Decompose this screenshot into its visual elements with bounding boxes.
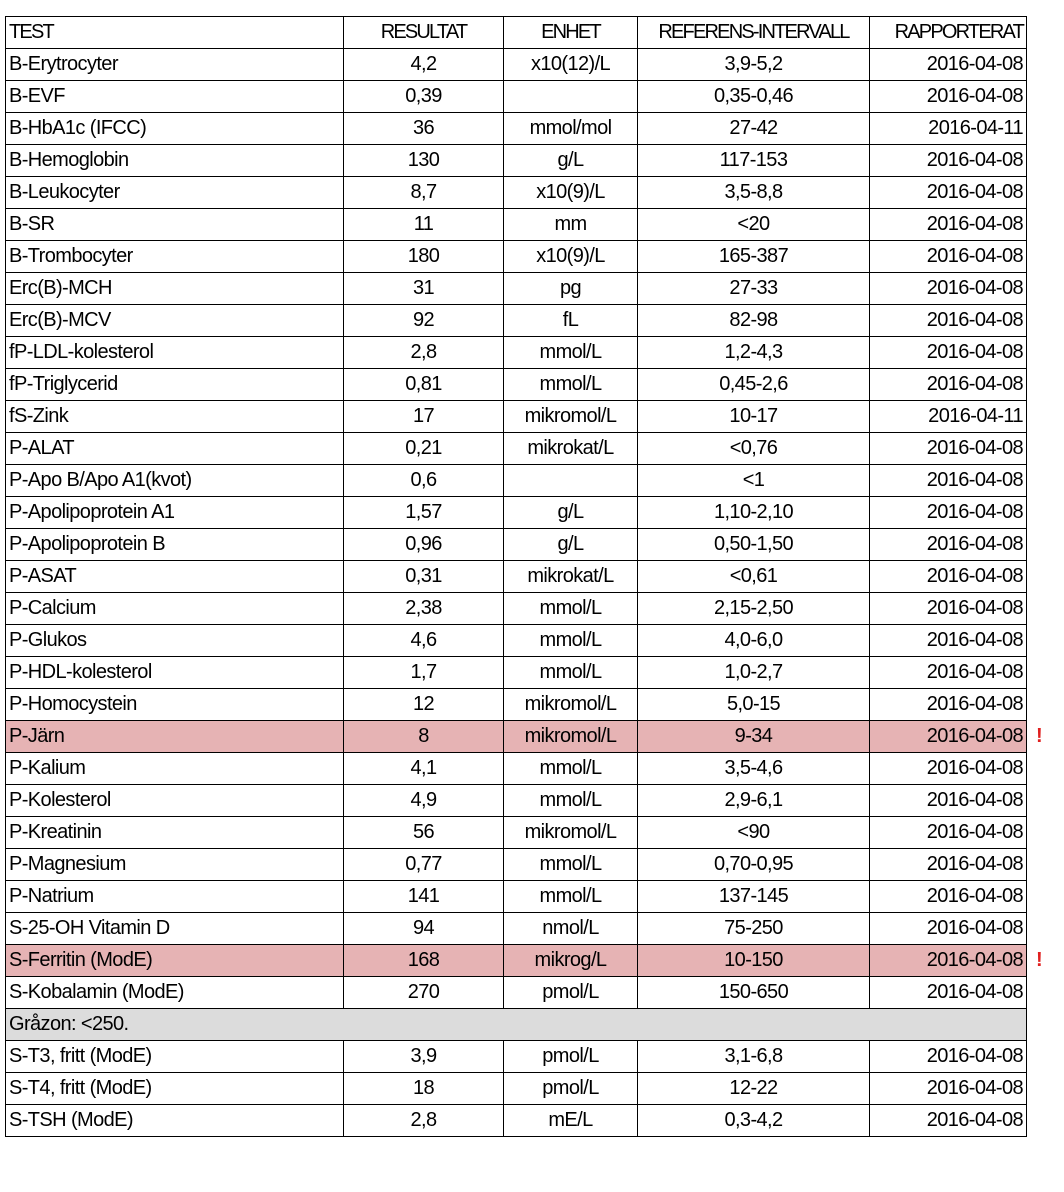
reference-interval: 1,0-2,7 <box>638 657 870 689</box>
reference-interval: 3,5-4,6 <box>638 753 870 785</box>
reported-date-cell <box>870 81 1027 113</box>
table-row <box>6 625 1027 657</box>
reported-date-cell <box>870 465 1027 497</box>
reference-interval: 3,9-5,2 <box>638 49 870 81</box>
table-row <box>6 561 1027 593</box>
reported-date: 2016-04-08 <box>926 917 1023 939</box>
lab-results-table <box>5 16 1042 1137</box>
result-value: 8,7 <box>344 177 504 209</box>
unit: x10(9)/L <box>504 241 638 273</box>
reported-date-cell <box>870 913 1027 945</box>
reported-date-cell <box>870 785 1027 817</box>
unit: mmol/L <box>504 593 638 625</box>
reported-date: 2016-04-08 <box>926 373 1023 395</box>
test-name: Erc(B)-MCH <box>6 273 344 305</box>
table-row <box>6 49 1027 81</box>
reference-interval: 0,35-0,46 <box>638 81 870 113</box>
test-name: B-Leukocyter <box>6 177 344 209</box>
unit: g/L <box>504 145 638 177</box>
unit: x10(9)/L <box>504 177 638 209</box>
reported-date-cell <box>870 561 1027 593</box>
result-value: 92 <box>344 305 504 337</box>
test-name: S-T4, fritt (ModE) <box>6 1073 344 1105</box>
result-value: 270 <box>344 977 504 1009</box>
reported-date-cell <box>870 273 1027 305</box>
reference-interval: 12-22 <box>638 1073 870 1105</box>
test-name: P-Apolipoprotein B <box>6 529 344 561</box>
reported-date: 2016-04-08 <box>926 181 1023 203</box>
reported-date: 2016-04-08 <box>926 725 1023 747</box>
table-row <box>6 113 1027 145</box>
unit: mmol/L <box>504 337 638 369</box>
reported-date-cell <box>870 657 1027 689</box>
reported-date-cell <box>870 113 1027 145</box>
reference-interval: <90 <box>638 817 870 849</box>
reported-date: 2016-04-08 <box>926 149 1023 171</box>
reported-date: 2016-04-08 <box>926 885 1023 907</box>
reported-date-cell <box>870 529 1027 561</box>
table-row <box>6 849 1027 881</box>
result-value: 2,8 <box>344 337 504 369</box>
table-row <box>6 593 1027 625</box>
reference-interval: 10-17 <box>638 401 870 433</box>
reported-date-cell <box>870 945 1042 977</box>
unit: mmol/L <box>504 881 638 913</box>
reported-date: 2016-04-08 <box>926 245 1023 267</box>
result-value: 0,81 <box>344 369 504 401</box>
reference-interval: 150-650 <box>638 977 870 1009</box>
reported-date: 2016-04-11 <box>928 405 1023 427</box>
reported-date: 2016-04-08 <box>926 53 1023 75</box>
reported-date-cell <box>870 145 1027 177</box>
result-value: 1,7 <box>344 657 504 689</box>
results-body <box>6 49 1042 1137</box>
reported-date-cell <box>870 817 1027 849</box>
table-row <box>6 977 1027 1009</box>
reported-date: 2016-04-08 <box>926 853 1023 875</box>
reported-date-cell <box>870 177 1027 209</box>
reported-date: 2016-04-08 <box>926 789 1023 811</box>
table-row <box>6 145 1027 177</box>
reported-date-cell <box>870 1105 1027 1137</box>
table-row-flagged <box>6 945 1027 977</box>
test-name: P-Magnesium <box>6 849 344 881</box>
result-value: 2,8 <box>344 1105 504 1137</box>
test-name: P-ALAT <box>6 433 344 465</box>
result-value: 141 <box>344 881 504 913</box>
reported-date-cell <box>870 49 1027 81</box>
result-value: 1,57 <box>344 497 504 529</box>
reported-date-cell <box>870 305 1027 337</box>
reference-interval: 0,3-4,2 <box>638 1105 870 1137</box>
result-value: 18 <box>344 1073 504 1105</box>
reference-interval: 2,15-2,50 <box>638 593 870 625</box>
test-name: S-Ferritin (ModE) <box>6 945 344 977</box>
reference-interval: 0,70-0,95 <box>638 849 870 881</box>
reported-date: 2016-04-08 <box>926 501 1023 523</box>
reference-interval: 0,45-2,6 <box>638 369 870 401</box>
result-value: 0,21 <box>344 433 504 465</box>
unit: mikrokat/L <box>504 433 638 465</box>
table-row <box>6 881 1027 913</box>
test-name: S-25-OH Vitamin D <box>6 913 344 945</box>
reported-date: 2016-04-08 <box>926 533 1023 555</box>
header-reference-interval: REFERENS-INTERVALL <box>638 17 870 49</box>
note-row <box>6 1009 1027 1041</box>
test-name: P-Apolipoprotein A1 <box>6 497 344 529</box>
reported-date: 2016-04-08 <box>926 1077 1023 1099</box>
test-name: fS-Zink <box>6 401 344 433</box>
result-value: 0,77 <box>344 849 504 881</box>
result-value: 31 <box>344 273 504 305</box>
reference-interval: <0,76 <box>638 433 870 465</box>
test-name: B-Erytrocyter <box>6 49 344 81</box>
unit: pmol/L <box>504 1073 638 1105</box>
unit: mikromol/L <box>504 689 638 721</box>
reported-date-cell <box>870 401 1027 433</box>
abnormal-flag-icon: ! <box>1035 725 1042 747</box>
table-row <box>6 913 1027 945</box>
reported-date-cell <box>870 721 1042 753</box>
table-row-flagged <box>6 721 1027 753</box>
table-row <box>6 177 1027 209</box>
result-value: 180 <box>344 241 504 273</box>
unit: mikromol/L <box>504 817 638 849</box>
reference-interval: 117-153 <box>638 145 870 177</box>
test-name: fP-LDL-kolesterol <box>6 337 344 369</box>
table-row <box>6 1073 1027 1105</box>
unit: mikrokat/L <box>504 561 638 593</box>
reference-interval: 9-34 <box>638 721 870 753</box>
result-value: 130 <box>344 145 504 177</box>
reported-date: 2016-04-08 <box>926 1109 1023 1131</box>
reported-date: 2016-04-08 <box>926 213 1023 235</box>
reference-interval: 0,50-1,50 <box>638 529 870 561</box>
reported-date: 2016-04-08 <box>926 821 1023 843</box>
reported-date: 2016-04-08 <box>926 341 1023 363</box>
test-name: P-HDL-kolesterol <box>6 657 344 689</box>
table-row <box>6 369 1027 401</box>
table-row <box>6 241 1027 273</box>
header-unit: ENHET <box>504 17 638 49</box>
reference-interval: <1 <box>638 465 870 497</box>
test-name: fP-Triglycerid <box>6 369 344 401</box>
unit: mikromol/L <box>504 401 638 433</box>
reference-interval: 3,5-8,8 <box>638 177 870 209</box>
reference-interval: 75-250 <box>638 913 870 945</box>
test-name: P-Kalium <box>6 753 344 785</box>
test-name: P-Apo B/Apo A1(kvot) <box>6 465 344 497</box>
header-reported: RAPPORTERAT <box>870 17 1027 49</box>
reported-date: 2016-04-08 <box>926 469 1023 491</box>
result-value: 17 <box>344 401 504 433</box>
reported-date-cell <box>870 753 1027 785</box>
table-row <box>6 209 1027 241</box>
reference-interval: 5,0-15 <box>638 689 870 721</box>
unit: mikrog/L <box>504 945 638 977</box>
reference-interval: 165-387 <box>638 241 870 273</box>
result-value: 4,6 <box>344 625 504 657</box>
unit: mikromol/L <box>504 721 638 753</box>
reported-date-cell <box>870 337 1027 369</box>
unit: pmol/L <box>504 1041 638 1073</box>
header-test: TEST <box>6 17 344 49</box>
reference-interval: 137-145 <box>638 881 870 913</box>
reported-date-cell <box>870 593 1027 625</box>
table-row <box>6 753 1027 785</box>
reported-date-cell <box>870 881 1027 913</box>
table-row <box>6 785 1027 817</box>
reported-date-cell <box>870 625 1027 657</box>
reference-interval: <20 <box>638 209 870 241</box>
test-name: B-SR <box>6 209 344 241</box>
table-row <box>6 465 1027 497</box>
test-name: P-Kolesterol <box>6 785 344 817</box>
test-name: P-Homocystein <box>6 689 344 721</box>
table-row <box>6 529 1027 561</box>
note-text: Gråzon: <250. <box>6 1009 1027 1041</box>
reference-interval: 27-33 <box>638 273 870 305</box>
unit: fL <box>504 305 638 337</box>
test-name: S-Kobalamin (ModE) <box>6 977 344 1009</box>
table-row <box>6 81 1027 113</box>
test-name: P-Glukos <box>6 625 344 657</box>
test-name: B-Trombocyter <box>6 241 344 273</box>
result-value: 168 <box>344 945 504 977</box>
reference-interval: <0,61 <box>638 561 870 593</box>
table-row <box>6 337 1027 369</box>
result-value: 4,1 <box>344 753 504 785</box>
test-name: P-Natrium <box>6 881 344 913</box>
reported-date: 2016-04-08 <box>926 757 1023 779</box>
reported-date: 2016-04-08 <box>926 693 1023 715</box>
header-result: RESULTAT <box>344 17 504 49</box>
result-value: 4,9 <box>344 785 504 817</box>
test-name: P-Calcium <box>6 593 344 625</box>
header-row <box>6 17 1027 49</box>
reference-interval: 1,2-4,3 <box>638 337 870 369</box>
reported-date-cell <box>870 369 1027 401</box>
table-row <box>6 401 1027 433</box>
result-value: 2,38 <box>344 593 504 625</box>
reported-date-cell <box>870 1041 1027 1073</box>
reported-date: 2016-04-08 <box>926 981 1023 1003</box>
unit: mmol/L <box>504 785 638 817</box>
test-name: B-Hemoglobin <box>6 145 344 177</box>
reference-interval: 3,1-6,8 <box>638 1041 870 1073</box>
reported-date-cell <box>870 241 1027 273</box>
test-name: P-Järn <box>6 721 344 753</box>
table-row <box>6 305 1027 337</box>
result-value: 4,2 <box>344 49 504 81</box>
reported-date: 2016-04-08 <box>926 437 1023 459</box>
table-row <box>6 1105 1027 1137</box>
unit: mm <box>504 209 638 241</box>
unit: mE/L <box>504 1105 638 1137</box>
test-name: Erc(B)-MCV <box>6 305 344 337</box>
result-value: 36 <box>344 113 504 145</box>
unit: mmol/L <box>504 625 638 657</box>
reported-date-cell <box>870 849 1027 881</box>
reported-date-cell <box>870 689 1027 721</box>
test-name: B-EVF <box>6 81 344 113</box>
reference-interval: 27-42 <box>638 113 870 145</box>
table-row <box>6 433 1027 465</box>
abnormal-flag-icon: ! <box>1035 949 1042 971</box>
table-row <box>6 657 1027 689</box>
table-row <box>6 273 1027 305</box>
unit <box>504 465 638 497</box>
test-name: S-T3, fritt (ModE) <box>6 1041 344 1073</box>
reported-date: 2016-04-11 <box>928 117 1023 139</box>
unit: mmol/mol <box>504 113 638 145</box>
test-name: B-HbA1c (IFCC) <box>6 113 344 145</box>
table-row <box>6 497 1027 529</box>
table-row <box>6 817 1027 849</box>
reported-date-cell <box>870 433 1027 465</box>
reported-date-cell <box>870 977 1027 1009</box>
reported-date-cell <box>870 497 1027 529</box>
result-value: 0,6 <box>344 465 504 497</box>
reported-date: 2016-04-08 <box>926 949 1023 971</box>
test-name: S-TSH (ModE) <box>6 1105 344 1137</box>
unit: mmol/L <box>504 657 638 689</box>
result-value: 94 <box>344 913 504 945</box>
reported-date: 2016-04-08 <box>926 277 1023 299</box>
table-row <box>6 689 1027 721</box>
unit: mmol/L <box>504 369 638 401</box>
reported-date: 2016-04-08 <box>926 629 1023 651</box>
unit: mmol/L <box>504 753 638 785</box>
unit: mmol/L <box>504 849 638 881</box>
unit: pmol/L <box>504 977 638 1009</box>
unit <box>504 81 638 113</box>
unit: x10(12)/L <box>504 49 638 81</box>
result-value: 0,96 <box>344 529 504 561</box>
test-name: P-Kreatinin <box>6 817 344 849</box>
reported-date: 2016-04-08 <box>926 597 1023 619</box>
unit: pg <box>504 273 638 305</box>
unit: g/L <box>504 529 638 561</box>
reported-date: 2016-04-08 <box>926 661 1023 683</box>
unit: nmol/L <box>504 913 638 945</box>
reference-interval: 1,10-2,10 <box>638 497 870 529</box>
reference-interval: 2,9-6,1 <box>638 785 870 817</box>
reported-date: 2016-04-08 <box>926 85 1023 107</box>
reported-date-cell <box>870 209 1027 241</box>
reference-interval: 10-150 <box>638 945 870 977</box>
reference-interval: 4,0-6,0 <box>638 625 870 657</box>
unit: g/L <box>504 497 638 529</box>
result-value: 8 <box>344 721 504 753</box>
reported-date: 2016-04-08 <box>926 1045 1023 1067</box>
reported-date: 2016-04-08 <box>926 565 1023 587</box>
result-value: 0,31 <box>344 561 504 593</box>
reported-date: 2016-04-08 <box>926 309 1023 331</box>
reference-interval: 82-98 <box>638 305 870 337</box>
result-value: 3,9 <box>344 1041 504 1073</box>
test-name: P-ASAT <box>6 561 344 593</box>
reported-date-cell <box>870 1073 1027 1105</box>
result-value: 0,39 <box>344 81 504 113</box>
table-row <box>6 1041 1027 1073</box>
result-value: 12 <box>344 689 504 721</box>
result-value: 11 <box>344 209 504 241</box>
result-value: 56 <box>344 817 504 849</box>
